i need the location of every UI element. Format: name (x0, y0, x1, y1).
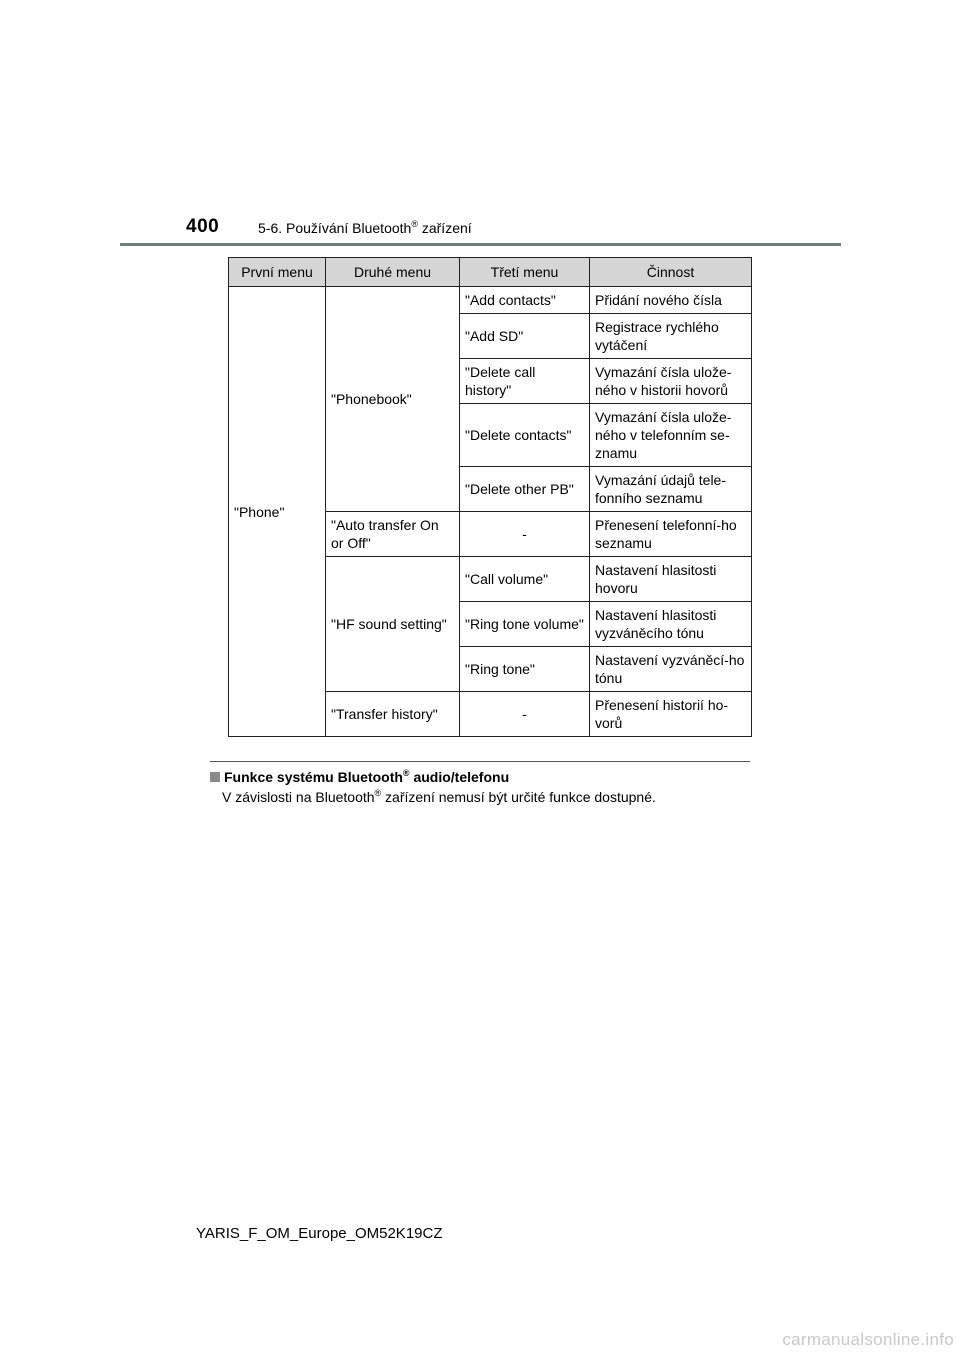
third-menu-cell: "Delete contacts" (460, 404, 590, 467)
note-body-suffix: zařízení nemusí být určité funkce dostupné. (381, 789, 656, 805)
third-menu-cell: "Delete other PB" (460, 467, 590, 512)
column-header: Druhé menu (326, 258, 460, 287)
action-cell: Vymazání čísla ulože-ného v telefonním se-znamu (590, 404, 752, 467)
square-bullet-icon (210, 772, 220, 782)
note-body (210, 787, 770, 807)
note-block (210, 767, 770, 807)
note-body-prefix: V závislosti na Bluetooth (222, 789, 375, 805)
section-title (258, 220, 472, 236)
watermark: carmanualsonline.info (782, 1330, 954, 1349)
note-rule (210, 761, 750, 762)
action-cell: Nastavení hlasitosti vyzváněcího tónu (590, 602, 752, 647)
page-number: 400 (186, 216, 220, 237)
third-menu-cell: "Add contacts" (460, 287, 590, 314)
section-title-suffix: zařízení (417, 220, 472, 236)
footer-doc-code: YARIS_F_OM_Europe_OM52K19CZ (196, 1225, 443, 1242)
action-cell: Registrace rychlého vytáčení (590, 314, 752, 359)
third-menu-cell: "Call volume" (460, 557, 590, 602)
action-cell: Vymazání čísla ulože-ného v historii hovorů (590, 359, 752, 404)
column-header: Činnost (590, 258, 752, 287)
third-menu-cell: - (460, 512, 590, 557)
table-header-row (229, 258, 752, 287)
action-cell: Přenesení historií ho-vorů (590, 692, 752, 737)
action-cell: Nastavení hlasitosti hovoru (590, 557, 752, 602)
action-cell: Vymazání údajů tele-fonního seznamu (590, 467, 752, 512)
second-menu-cell: "Auto transfer On or Off" (326, 512, 460, 557)
section-title-prefix: 5-6. Používání Bluetooth (258, 220, 412, 236)
second-menu-cell: "Transfer history" (326, 692, 460, 737)
third-menu-cell: "Ring tone volume" (460, 602, 590, 647)
action-cell: Nastavení vyzváněcí-ho tónu (590, 647, 752, 692)
action-cell: Přenesení telefonní-ho seznamu (590, 512, 752, 557)
note-heading-suffix: audio/telefonu (409, 769, 510, 785)
note-heading-prefix: Funkce systému Bluetooth (224, 769, 403, 785)
table-row (229, 287, 752, 314)
note-heading (210, 767, 770, 787)
third-menu-cell: "Add SD" (460, 314, 590, 359)
action-cell: Přidání nového čísla (590, 287, 752, 314)
registered-mark: ® (374, 788, 382, 798)
first-menu-cell: "Phone" (229, 287, 326, 737)
third-menu-cell: - (460, 692, 590, 737)
second-menu-cell: "HF sound setting" (326, 557, 460, 692)
column-header: Třetí menu (460, 258, 590, 287)
registered-mark: ® (402, 768, 410, 778)
header-rule (120, 243, 841, 246)
registered-mark: ® (411, 219, 418, 229)
third-menu-cell: "Delete call history" (460, 359, 590, 404)
bluetooth-menu-table (228, 257, 752, 737)
third-menu-cell: "Ring tone" (460, 647, 590, 692)
second-menu-cell: "Phonebook" (326, 287, 460, 512)
column-header: První menu (229, 258, 326, 287)
